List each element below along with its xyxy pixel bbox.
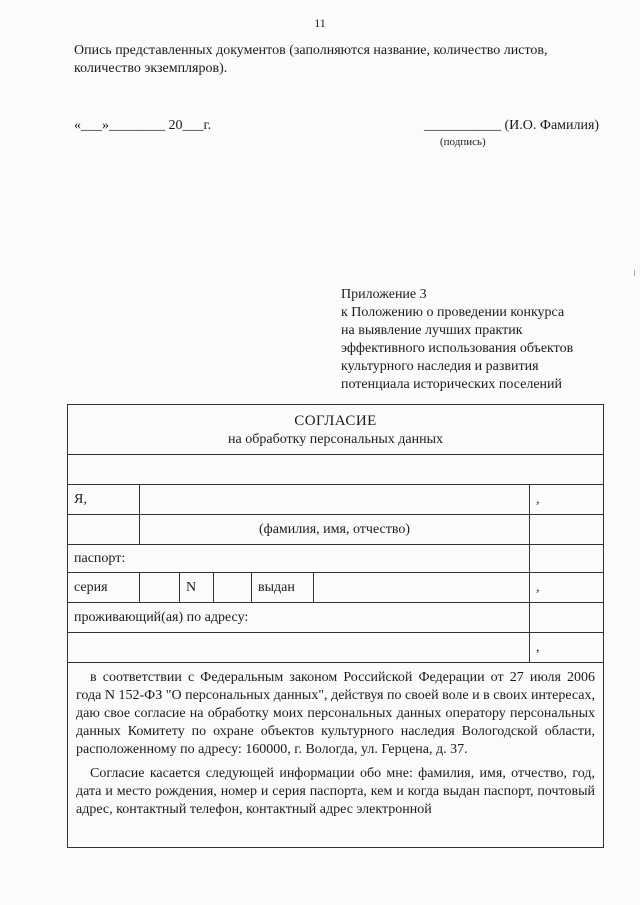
appendix-line: потенциала исторических поселений — [341, 377, 563, 392]
form-subtitle: на обработку персональных данных — [228, 431, 443, 447]
comma-cell: , — [530, 633, 604, 663]
series-label: серия — [68, 573, 140, 603]
page-number: 11 — [314, 16, 326, 30]
form-title-cell — [68, 405, 604, 455]
signature-line: ___________ (И.О. Фамилия) — [424, 118, 600, 133]
appendix-line: культурного наследия и развития — [341, 359, 539, 374]
empty-cell — [530, 515, 604, 545]
empty-cell — [530, 545, 604, 573]
empty-cell — [530, 603, 604, 633]
consent-paragraph: Согласие касается следующей информации обо мне: фамилия, имя, отчество, год, дата и место рождения, номер и серия паспорта, кем и когда выдан паспорт, почтовый адрес, контактный телефон, контактный адрес электронной — [76, 766, 596, 817]
consent-form-table — [67, 404, 604, 848]
comma-cell: , — [530, 573, 604, 603]
blank-row — [68, 455, 604, 485]
address-label: проживающий(ая) по адресу: — [68, 603, 530, 633]
signature-caption: (подпись) — [440, 136, 486, 148]
comma-cell: , — [530, 485, 604, 515]
consent-text-cell — [68, 663, 604, 848]
i-label: Я, — [68, 485, 140, 515]
issued-label: выдан — [252, 573, 314, 603]
address-field[interactable] — [68, 633, 530, 663]
number-field[interactable] — [214, 573, 252, 603]
issued-by-field[interactable] — [314, 573, 530, 603]
appendix-line: на выявление лучших практик — [341, 323, 523, 338]
series-field[interactable] — [140, 573, 180, 603]
date-line: «___»________ 20___г. — [74, 118, 212, 133]
consent-paragraph: в соответствии с Федеральным законом Российской Федерации от 27 июля 2006 года N 152-ФЗ "О персональных данных", действуя по своей воле и в своих интересах, даю свое согласие на обработку моих персональных данных оператору персональных данных Комитету по охране объектов культурного наследия Вологодской области, расположенному по адресу: 160000, г. Вологда, ул. Герцена, д. 37. — [76, 670, 596, 757]
appendix-line: Приложение 3 — [341, 287, 427, 302]
number-label: N — [180, 573, 214, 603]
empty-cell — [68, 515, 140, 545]
appendix-line: к Положению о проведении конкурса — [341, 305, 565, 320]
document-inventory-note: Опись представленных документов (заполняются название, количество листов, количество экземпляров). — [74, 43, 548, 76]
passport-label: паспорт: — [68, 545, 530, 573]
form-title: СОГЛАСИЕ — [294, 412, 377, 429]
fio-field[interactable] — [140, 485, 530, 515]
scan-mark — [634, 270, 635, 276]
appendix-header — [341, 286, 611, 394]
appendix-line: эффективного использования объектов — [341, 341, 574, 356]
fio-caption: (фамилия, имя, отчество) — [140, 515, 530, 545]
